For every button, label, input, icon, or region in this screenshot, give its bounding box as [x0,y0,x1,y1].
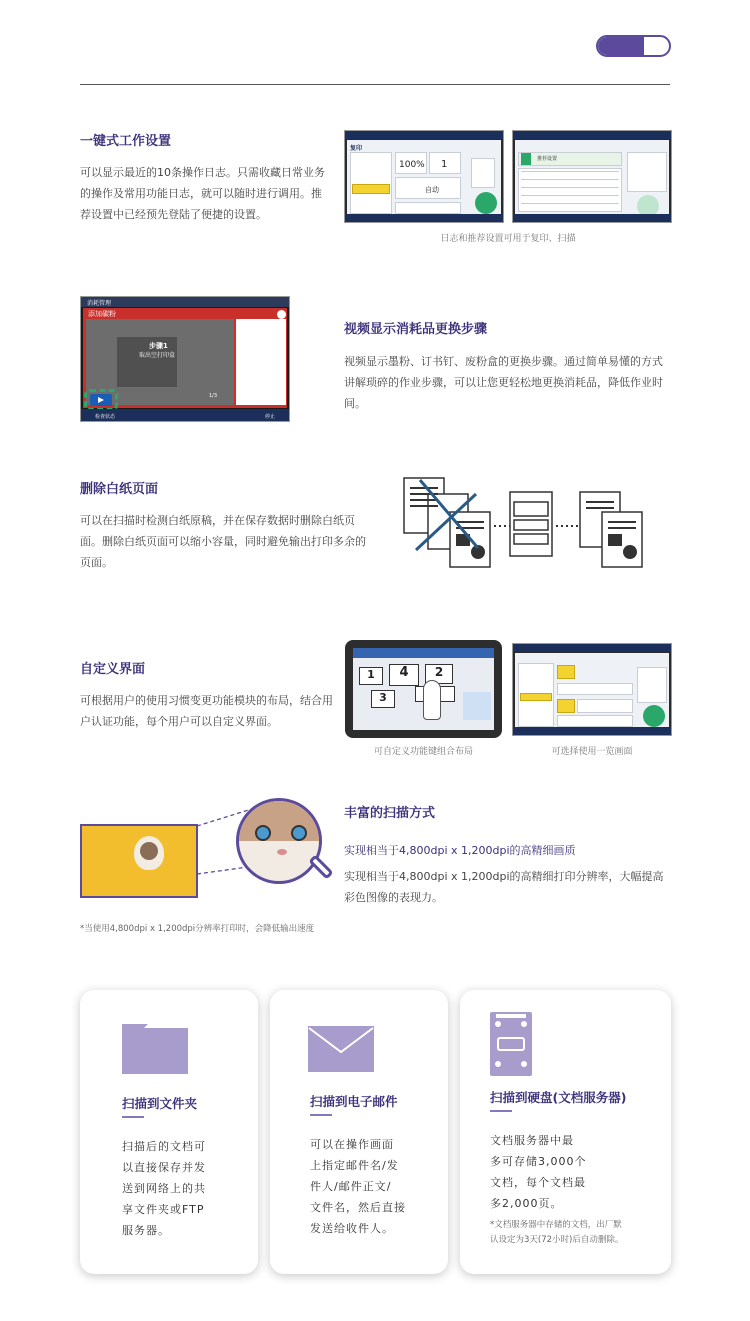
section-subtitle-scan: 实现相当于4,800dpi x 1,200dpi的高精细画质 [344,844,576,857]
card-text-line: 送到网络上的共 [122,1182,206,1195]
card-scan-to-folder[interactable] [80,990,258,1274]
card-text-line: 可以在操作画面 [310,1138,394,1151]
header-divider [80,84,670,85]
close-icon[interactable] [277,310,286,319]
card-text-line: 文档，每个文档最 [490,1176,586,1189]
section-body-blank: 可以在扫描时检测白纸原稿，并在保存数据时删除白纸页面。删除白纸页面可以缩小容量，同时避免输出打印多余的页面。 [80,514,366,569]
toggle-switch[interactable] [596,35,671,57]
play-button[interactable] [90,394,112,406]
card-text-line: 扫描后的文档可 [122,1140,206,1153]
card-note-line: *文档服务器中存储的文档，出厂默 [490,1220,622,1230]
section-body-scan: 实现相当于4,800dpi x 1,200dpi的高精细打印分辨率，大幅提高彩色图像的表现力。 [344,870,664,904]
start-button[interactable] [475,192,497,214]
scan-footnote: *当使用4,800dpi x 1,200dpi分辨率打印时，会降低输出速度 [80,924,315,934]
card-text-line: 多2,000页。 [490,1197,563,1210]
card-note-line: 认设定为3天(72小时)后自动删除。 [490,1235,624,1245]
card-text-line: 以直接保存并发 [122,1161,206,1174]
card-text-line: 服务器。 [122,1224,170,1237]
folder-icon [122,1024,190,1076]
section-title-video: 视频显示消耗品更换步骤 [344,322,488,337]
log-screen-1: 复印 100% 1 自动 [344,130,504,223]
log-screen-2: 推荐设置 [512,130,672,223]
section-body-video: 视频显示墨粉、订书钉、废粉盒的更换步骤。通过简单易懂的方式讲解琐碎的作业步骤，可以让您更轻松地更换消耗品，降低作业时间。 [344,355,663,410]
card-text-line: 文件名，然后直接 [310,1201,406,1214]
section-title-custom: 自定义界面 [80,662,146,677]
custom-screen [512,643,672,736]
card-title: 扫描到文件夹 [122,1096,198,1111]
envelope-icon [308,1026,374,1072]
card-text-line: 发送给收件人。 [310,1222,394,1235]
card-scan-to-email[interactable] [270,990,448,1274]
card-text-line: 多可存储3,000个 [490,1155,587,1168]
section-title-log: 一键式工作设置 [80,134,172,149]
card-title: 扫描到硬盘(文档服务器) [490,1090,627,1105]
card-text-line: 上指定邮件名/发 [310,1159,399,1172]
hard-disk-icon [490,1012,532,1076]
card-scan-to-hdd[interactable] [460,990,671,1274]
play-icon [98,397,104,403]
section-title-scan: 丰富的扫描方式 [344,806,436,821]
section-title-blank: 删除白纸页面 [80,482,159,497]
card-text-line: 享文件夹或FTP [122,1203,205,1216]
magnifier-lens [236,798,322,884]
custom-caption-right: 可选择使用一览画面 [551,747,633,757]
cat-photo [80,824,198,898]
card-text-line: 件人/邮件正文/ [310,1180,392,1193]
video-screen: 消耗管理 添加碳粉 步骤1 取出空打印盒 1/3 检查状态 停止 [80,296,290,422]
card-title: 扫描到电子邮件 [310,1094,398,1109]
custom-tablet: 1 4 2 3 [345,640,502,738]
hand-icon [423,680,441,720]
custom-caption-left: 可自定义功能键组合布局 [373,747,473,757]
section-body-log: 可以显示最近的10条操作日志。只需收藏日常业务的操作及常用功能日志，就可以随时进行调用。推荐设置中已经预先登陆了便捷的设置。 [80,166,325,221]
card-text-line: 文档服务器中最 [490,1134,574,1147]
blank-page-diagram [398,472,648,574]
log-caption: 日志和推荐设置可用于复印、扫描 [440,234,576,244]
section-body-custom: 可根据用户的使用习惯变更功能模块的布局，结合用户认证功能，每个用户可以自定义界面。 [80,694,333,728]
